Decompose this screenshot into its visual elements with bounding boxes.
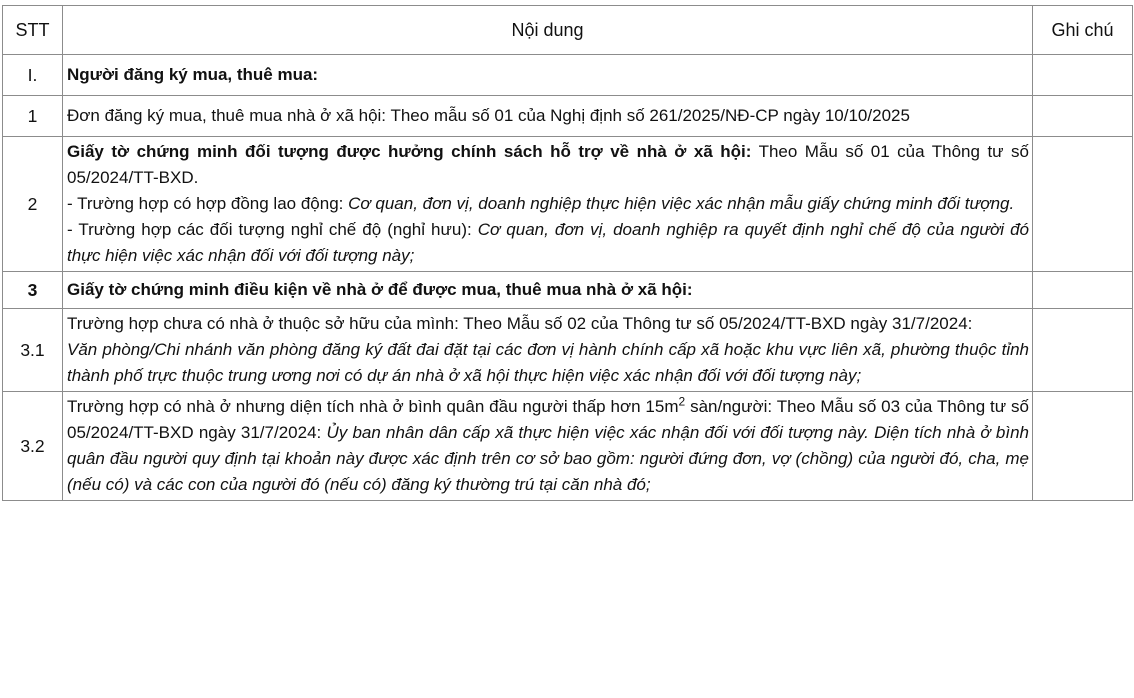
row-item-prefix: - Trường hợp các đối tượng nghỉ chế độ (nghỉ hưu): xyxy=(67,220,478,239)
row-number: 2 xyxy=(3,137,63,272)
row-content xyxy=(63,55,1033,96)
row-item xyxy=(67,217,1029,269)
row-number: I. xyxy=(3,55,63,96)
row-text: Đơn đăng ký mua, thuê mua nhà ở xã hội: Theo mẫu số 01 của Nghị định số 261/2025/NĐ-CP ngày 10/10/2025 xyxy=(67,106,910,125)
table-header-row xyxy=(3,6,1133,55)
row-note xyxy=(1033,309,1133,392)
row-content xyxy=(63,309,1033,392)
row-item xyxy=(67,191,1029,217)
row-number: 1 xyxy=(3,96,63,137)
header-stt: STT xyxy=(3,6,63,55)
row-text: Trường hợp có nhà ở nhưng diện tích nhà ở bình quân đầu người thấp hơn 15m xyxy=(67,397,679,416)
row-number: 3.2 xyxy=(3,392,63,501)
row-note xyxy=(1033,55,1133,96)
table-row xyxy=(3,137,1133,272)
row-paragraph xyxy=(67,139,1029,191)
row-italic-text: Văn phòng/Chi nhánh văn phòng đăng ký đất đai đặt tại các đơn vị hành chính cấp xã hoặc khu vực liên xã, phường thuộc tỉnh thành phố trực thuộc trung ương nơi có dự án nhà ở xã hội thực hiện việc xác nhận đối với đối tượng này; xyxy=(67,340,1029,385)
table-row xyxy=(3,309,1133,392)
row-note xyxy=(1033,137,1133,272)
row-content xyxy=(63,392,1033,501)
row-italic-text: Ủy ban nhân dân cấp xã thực hiện việc xác nhận đối với đối tượng này. Diện tích nhà ở bình quân đầu người quy định tại khoản này được xác định trên cơ sở bao gồm: người đứng đơn, vợ (chồng) của người đó, cha, mẹ (nếu có) và các con của người đó (nếu có) đăng ký thường trú tại căn nhà đó; xyxy=(67,423,1029,494)
row-item-italic: Cơ quan, đơn vị, doanh nghiệp ra quyết định nghỉ chế độ của người đó thực hiện việc xác nhận đối với đối tượng này; xyxy=(67,220,1029,265)
header-note: Ghi chú xyxy=(1033,6,1133,55)
row-item-prefix: - Trường hợp có hợp đồng lao động: xyxy=(67,194,349,213)
header-content: Nội dung xyxy=(63,6,1033,55)
row-content xyxy=(63,96,1033,137)
row-text: Theo Mẫu số 01 của Thông tư số 05/2024/TT-BXD. xyxy=(67,142,1029,187)
row-bold-text: Giấy tờ chứng minh đối tượng được hưởng chính sách hỗ trợ về nhà ở xã hội: xyxy=(67,142,752,161)
row-text: Trường hợp chưa có nhà ở thuộc sở hữu của mình: Theo Mẫu số 02 của Thông tư số 05/2024/TT-BXD ngày 31/7/2024: xyxy=(67,314,973,333)
table-row xyxy=(3,55,1133,96)
row-note xyxy=(1033,272,1133,309)
row-text: sàn/người: Theo Mẫu số 03 của Thông tư số 05/2024/TT-BXD ngày 31/7/2024: xyxy=(67,397,1029,442)
table-row xyxy=(3,272,1133,309)
section-heading: Giấy tờ chứng minh điều kiện về nhà ở để được mua, thuê mua nhà ở xã hội: xyxy=(67,280,693,299)
row-number: 3.1 xyxy=(3,309,63,392)
superscript: 2 xyxy=(678,394,686,409)
row-number: 3 xyxy=(3,272,63,309)
row-note xyxy=(1033,392,1133,501)
row-item-italic: Cơ quan, đơn vị, doanh nghiệp thực hiện việc xác nhận mẫu giấy chứng minh đối tượng. xyxy=(348,194,1015,213)
requirements-table xyxy=(2,5,1133,501)
row-content xyxy=(63,137,1033,272)
table-row xyxy=(3,392,1133,501)
section-heading: Người đăng ký mua, thuê mua: xyxy=(67,65,319,84)
row-note xyxy=(1033,96,1133,137)
row-content xyxy=(63,272,1033,309)
table-row xyxy=(3,96,1133,137)
